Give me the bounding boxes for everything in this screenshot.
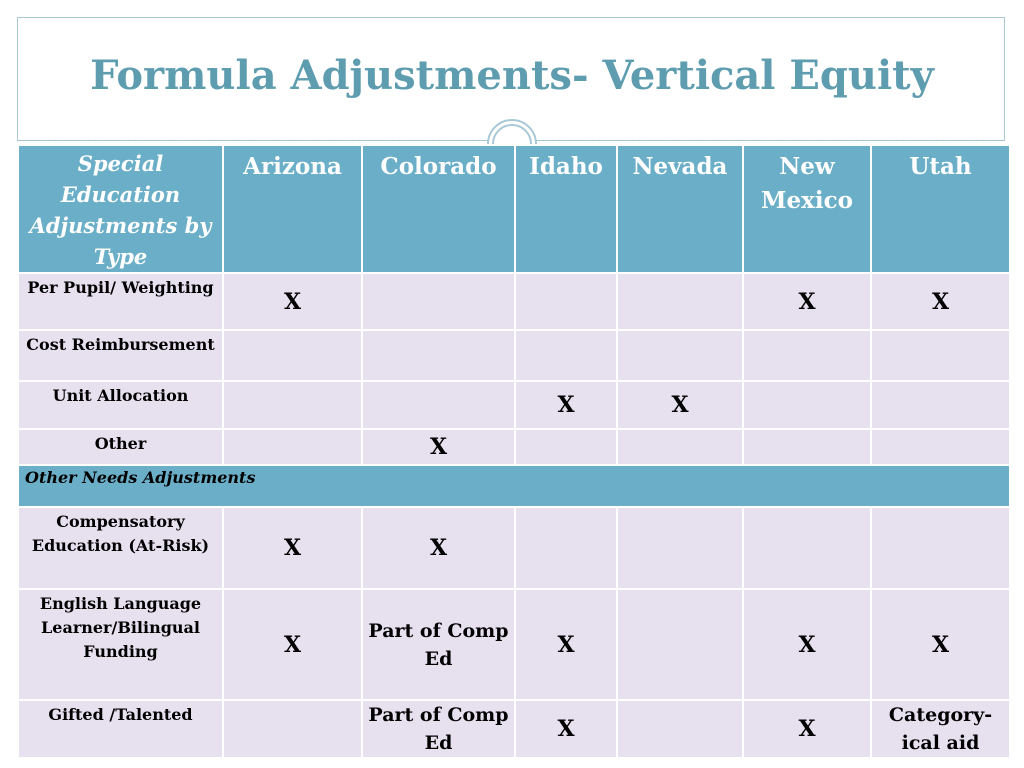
table-cell <box>617 507 743 589</box>
row-label: English Language Learner/Bilingual Funding <box>18 589 223 700</box>
table-cell <box>362 381 515 429</box>
row-label: Unit Allocation <box>18 381 223 429</box>
header-corner-label: Special Education Adjustments by Type <box>18 145 223 273</box>
table-cell <box>871 507 1010 589</box>
table-cell: X <box>223 589 362 700</box>
table-cell <box>617 589 743 700</box>
table-row <box>18 330 1010 381</box>
row-label: Gifted /Talented <box>18 700 223 758</box>
table-cell <box>617 700 743 758</box>
table-cell: X <box>743 273 871 330</box>
table-cell <box>871 381 1010 429</box>
header-state: Colorado <box>362 145 515 273</box>
table-row <box>18 381 1010 429</box>
table-row <box>18 700 1010 758</box>
table-cell <box>223 429 362 465</box>
table-cell <box>871 330 1010 381</box>
table-cell: Part of Comp Ed <box>362 700 515 758</box>
table-cell <box>223 700 362 758</box>
row-label: Per Pupil/ Weighting <box>18 273 223 330</box>
adjustments-table <box>17 144 1011 759</box>
table-cell: Part of Comp Ed <box>362 589 515 700</box>
table-cell <box>515 273 617 330</box>
section-label: Other Needs Adjustments <box>18 465 1010 507</box>
table-cell <box>617 429 743 465</box>
table-cell <box>743 429 871 465</box>
table-cell: X <box>515 589 617 700</box>
table-cell <box>617 330 743 381</box>
header-state: Idaho <box>515 145 617 273</box>
table-cell: X <box>223 507 362 589</box>
table-row <box>18 589 1010 700</box>
table-cell: X <box>362 507 515 589</box>
table-cell <box>743 330 871 381</box>
table-cell: X <box>515 381 617 429</box>
table-cell: X <box>743 700 871 758</box>
header-state: New Mexico <box>743 145 871 273</box>
table-cell: Category-ical aid <box>871 700 1010 758</box>
table-cell: X <box>871 589 1010 700</box>
row-label: Other <box>18 429 223 465</box>
table-cell <box>515 330 617 381</box>
table-cell <box>871 429 1010 465</box>
table-row <box>18 273 1010 330</box>
row-label: Compensatory Education (At-Risk) <box>18 507 223 589</box>
table-cell <box>743 507 871 589</box>
table-cell: X <box>743 589 871 700</box>
table-cell <box>617 273 743 330</box>
row-label: Cost Reimbursement <box>18 330 223 381</box>
table-row <box>18 507 1010 589</box>
header-state: Utah <box>871 145 1010 273</box>
table-cell <box>223 381 362 429</box>
table-cell <box>362 273 515 330</box>
table-cell <box>223 330 362 381</box>
table-cell: X <box>871 273 1010 330</box>
table-header-row <box>18 145 1010 273</box>
table-cell: X <box>223 273 362 330</box>
header-state: Arizona <box>223 145 362 273</box>
table-cell <box>515 429 617 465</box>
table-cell <box>743 381 871 429</box>
table-cell: X <box>617 381 743 429</box>
table-row <box>18 429 1010 465</box>
table-cell: X <box>515 700 617 758</box>
section-band <box>18 465 1010 507</box>
table-cell <box>362 330 515 381</box>
table-cell <box>515 507 617 589</box>
table-cell: X <box>362 429 515 465</box>
header-state: Nevada <box>617 145 743 273</box>
page-title: Formula Adjustments- Vertical Equity <box>90 52 934 99</box>
